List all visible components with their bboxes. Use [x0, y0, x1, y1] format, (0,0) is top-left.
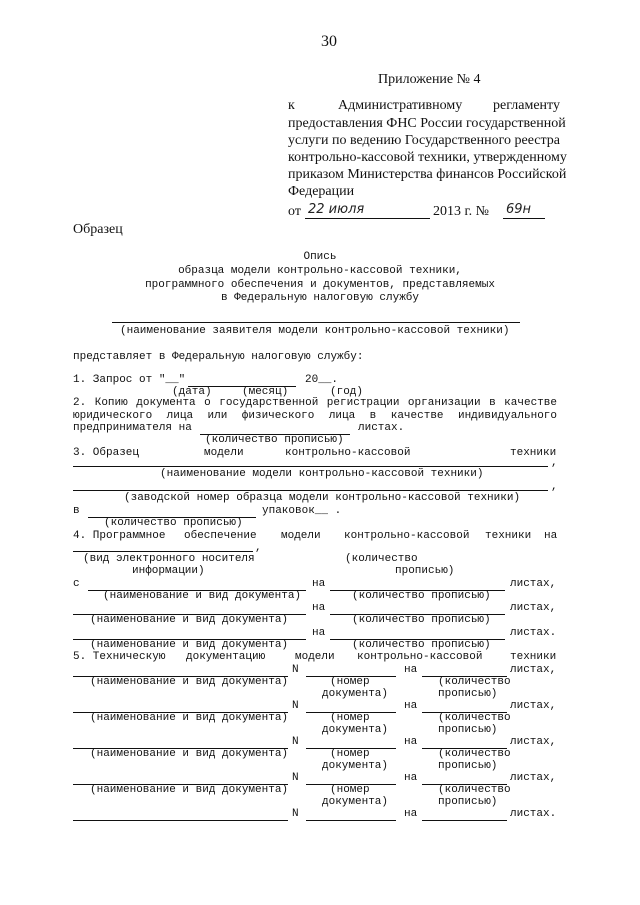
item5-cap-qty1-1: (количество — [438, 676, 511, 688]
item5-n-5: N — [292, 808, 299, 820]
item5-cap-num1-1: (номер — [330, 676, 370, 688]
item1-year: 20__. — [305, 374, 339, 386]
handwritten-number: 69н — [506, 202, 532, 217]
item5-cap-num1-3: (номер — [330, 748, 370, 760]
item4-na-3: на — [312, 627, 326, 639]
item5-cap-num2-1: документа) — [322, 688, 389, 700]
item3-v: в — [73, 505, 80, 517]
item4-na-2: на — [312, 602, 326, 614]
appendix-title: Приложение № 4 — [378, 72, 481, 87]
item5-a: 5. Техническую — [73, 651, 166, 663]
item3-a: 3. Образец — [73, 447, 140, 459]
item1-text: 1. Запрос от "__" — [73, 374, 186, 386]
item3-packs: упаковок__ . — [262, 505, 342, 517]
heading-line2: образца модели контрольно-кассовой техники, — [178, 265, 462, 277]
item4-f: на — [544, 530, 558, 542]
item5-cap-doc-1: (наименование и вид документа) — [90, 676, 289, 688]
item4-cap-media1: (вид электронного носителя — [83, 553, 255, 565]
item5-cap-qty2-1: прописью) — [438, 688, 498, 700]
item5-b: документацию — [186, 651, 266, 663]
appendix-line3: услуги по ведению Государственного реестра — [288, 133, 560, 148]
appendix-line1: Административному регламенту — [338, 98, 560, 113]
heading-line4: в Федеральную налоговую службу — [220, 292, 420, 304]
applicant-caption: (наименование заявителя модели контрольно-кассовой техники) — [120, 325, 510, 337]
item2-line3b: листах. — [358, 422, 405, 434]
item4-s: с — [73, 578, 80, 590]
item4-cap-qty-2: (количество прописью) — [352, 614, 491, 626]
appendix-year: 2013 г. № — [433, 204, 490, 219]
item4-sheets-2: листах, — [510, 602, 557, 614]
sample-label: Образец — [73, 222, 123, 237]
item5-cap-num2-4: документа) — [322, 796, 389, 808]
item4-cap-qty-1: (количество прописью) — [352, 590, 491, 602]
item4-cap-doc-1: (наименование и вид документа) — [103, 590, 302, 602]
item3-cap2: (заводской номер образца модели контрольно-кассовой техники) — [124, 492, 521, 504]
item5-cap-qty2-2: прописью) — [438, 724, 498, 736]
item4-a: 4. Программное — [73, 530, 166, 542]
item5-n-1: N — [292, 664, 299, 676]
item5-na-1: на — [404, 664, 418, 676]
heading-title: Опись — [303, 251, 337, 263]
item4-cap-qty-3: (количество прописью) — [352, 639, 491, 651]
item3-cap1: (наименование модели контрольно-кассовой техники) — [160, 468, 484, 480]
item5-cap-num1-2: (номер — [330, 712, 370, 724]
item5-sheets-1: листах, — [510, 664, 557, 676]
item3-cap3: (количество прописью) — [104, 517, 243, 529]
item4-na-1: на — [312, 578, 326, 590]
item1-cap-month: (месяц) — [242, 386, 289, 398]
item1-cap-date: (дата) — [172, 386, 212, 398]
presents-text: представляет в Федеральную налоговую службу: — [73, 351, 364, 363]
item5-na-5: на — [404, 808, 418, 820]
item5-cap-doc-2: (наименование и вид документа) — [90, 712, 289, 724]
appendix-line6: Федерации — [288, 184, 355, 199]
item4-cap-qty2: прописью) — [395, 565, 455, 577]
item4-sheets-1: листах, — [510, 578, 557, 590]
item5-na-4: на — [404, 772, 418, 784]
item5-cap-num2-3: документа) — [322, 760, 389, 772]
item5-sheets-4: листах, — [510, 772, 557, 784]
item5-cap-qty2-4: прописью) — [438, 796, 498, 808]
page-number: 30 — [321, 33, 337, 50]
item4-sheets-3: листах. — [510, 627, 557, 639]
item5-n-2: N — [292, 700, 299, 712]
appendix-from: от — [288, 204, 301, 219]
item4-c: модели — [281, 530, 321, 542]
item5-sheets-5: листах. — [510, 808, 557, 820]
item5-cap-qty1-3: (количество — [438, 748, 511, 760]
item5-cap-qty1-4: (количество — [438, 784, 511, 796]
appendix-k: к — [288, 98, 295, 113]
item5-na-2: на — [404, 700, 418, 712]
heading-line3: программного обеспечения и документов, представляемых — [145, 279, 495, 291]
item4-e: техники — [485, 530, 532, 542]
appendix-text — [288, 98, 567, 201]
item2-line2: юридического лица или физического лица в качестве индивидуального — [73, 410, 557, 422]
appendix-line5: приказом Министерства финансов Российской — [288, 167, 567, 182]
item5-d: контрольно-кассовой — [357, 651, 483, 663]
item3-c: контрольно-кассовой — [285, 447, 411, 459]
item4-cap-media2: информации) — [132, 565, 205, 577]
item5-cap-num2-2: документа) — [322, 724, 389, 736]
item2-caption: (количество прописью) — [205, 434, 344, 446]
item5-cap-num1-4: (номер — [330, 784, 370, 796]
appendix-line2: предоставления ФНС России государственной — [288, 116, 566, 131]
item5-n-4: N — [292, 772, 299, 784]
item4-b: обеспечение — [184, 530, 257, 542]
item5-n-3: N — [292, 736, 299, 748]
item4-cap-doc-2: (наименование и вид документа) — [90, 614, 289, 626]
item5-cap-doc-4: (наименование и вид документа) — [90, 784, 289, 796]
handwritten-date: 22 июля — [308, 202, 365, 217]
item5-cap-qty1-2: (количество — [438, 712, 511, 724]
item5-cap-doc-3: (наименование и вид документа) — [90, 748, 289, 760]
appendix-line4: контрольно-кассовой техники, утвержденному — [288, 150, 567, 165]
item2-line1: 2. Копию документа о государственной регистрации организации в качестве — [73, 397, 557, 409]
item5-e: техники — [510, 651, 557, 663]
item5-sheets-3: листах, — [510, 736, 557, 748]
item5-na-3: на — [404, 736, 418, 748]
item3-b: модели — [204, 447, 244, 459]
item5-c: модели — [295, 651, 335, 663]
item4-cap-doc-3: (наименование и вид документа) — [90, 639, 289, 651]
item4-d: контрольно-кассовой — [344, 530, 470, 542]
item2-line3a: предпринимателя на — [73, 422, 192, 434]
item5-sheets-2: листах, — [510, 700, 557, 712]
item4-cap-qty1: (количество — [345, 553, 418, 565]
item1-cap-year: (год) — [330, 386, 364, 398]
item3-d: техники — [510, 447, 557, 459]
item5-cap-qty2-3: прописью) — [438, 760, 498, 772]
